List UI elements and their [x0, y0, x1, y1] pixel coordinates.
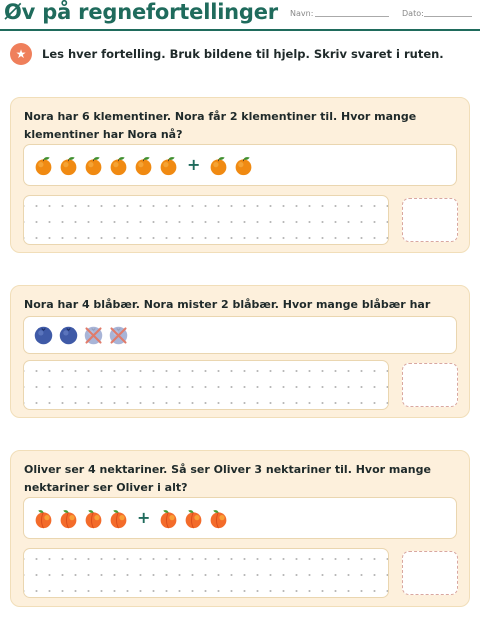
- answer-box[interactable]: [402, 198, 458, 242]
- name-line[interactable]: [315, 16, 389, 17]
- instruction-text: Les hver fortelling. Bruk bildene til hjelp. Skriv svaret i ruten.: [42, 47, 444, 61]
- plus-sign: +: [137, 508, 151, 527]
- nectarine-icon: [83, 508, 104, 529]
- nectarine-icon: [108, 508, 129, 529]
- clementine-icon: [233, 155, 254, 176]
- clementine-icon: [158, 155, 179, 176]
- picture-row: [23, 144, 457, 186]
- star-icon: ★: [10, 43, 32, 65]
- clementine-icon: [133, 155, 154, 176]
- clementine-icon: [108, 155, 129, 176]
- problem-question: Nora har 4 blåbær. Nora mister 2 blåbær. Hvor mange blåbær har: [24, 298, 431, 311]
- instruction: [10, 42, 444, 66]
- work-area[interactable]: [23, 360, 389, 410]
- nectarine-icon: [158, 508, 179, 529]
- name-label: Navn:: [290, 9, 314, 18]
- nectarine-icon: [183, 508, 204, 529]
- blueberry-icon: [33, 325, 54, 346]
- picture-row: [23, 497, 457, 539]
- worksheet-header: [0, 0, 480, 31]
- work-area[interactable]: [23, 548, 389, 598]
- clementine-icon: [33, 155, 54, 176]
- problem-question: Oliver ser 4 nektariner. Så ser Oliver 3 nektariner til. Hvor mange nektariner ser Oliver i alt?: [24, 463, 431, 494]
- blueberry-icon: [108, 325, 129, 346]
- problem-card-1: [10, 97, 470, 253]
- clementine-icon: [208, 155, 229, 176]
- blueberry-icon: [58, 325, 79, 346]
- date-label: Dato:: [402, 9, 424, 18]
- answer-box[interactable]: [402, 363, 458, 407]
- page-title: Øv på regnefortellinger: [4, 0, 278, 24]
- clementine-icon: [83, 155, 104, 176]
- problem-card-2: [10, 285, 470, 418]
- problem-question: Nora har 6 klementiner. Nora får 2 klementiner til. Hvor mange klementiner har Nora nå?: [24, 110, 417, 141]
- date-line[interactable]: [424, 16, 472, 17]
- problem-card-3: [10, 450, 470, 607]
- picture-row: [23, 316, 457, 354]
- answer-box[interactable]: [402, 551, 458, 595]
- nectarine-icon: [33, 508, 54, 529]
- blueberry-icon: [83, 325, 104, 346]
- clementine-icon: [58, 155, 79, 176]
- work-area[interactable]: [23, 195, 389, 245]
- nectarine-icon: [58, 508, 79, 529]
- nectarine-icon: [208, 508, 229, 529]
- plus-sign: +: [187, 155, 201, 174]
